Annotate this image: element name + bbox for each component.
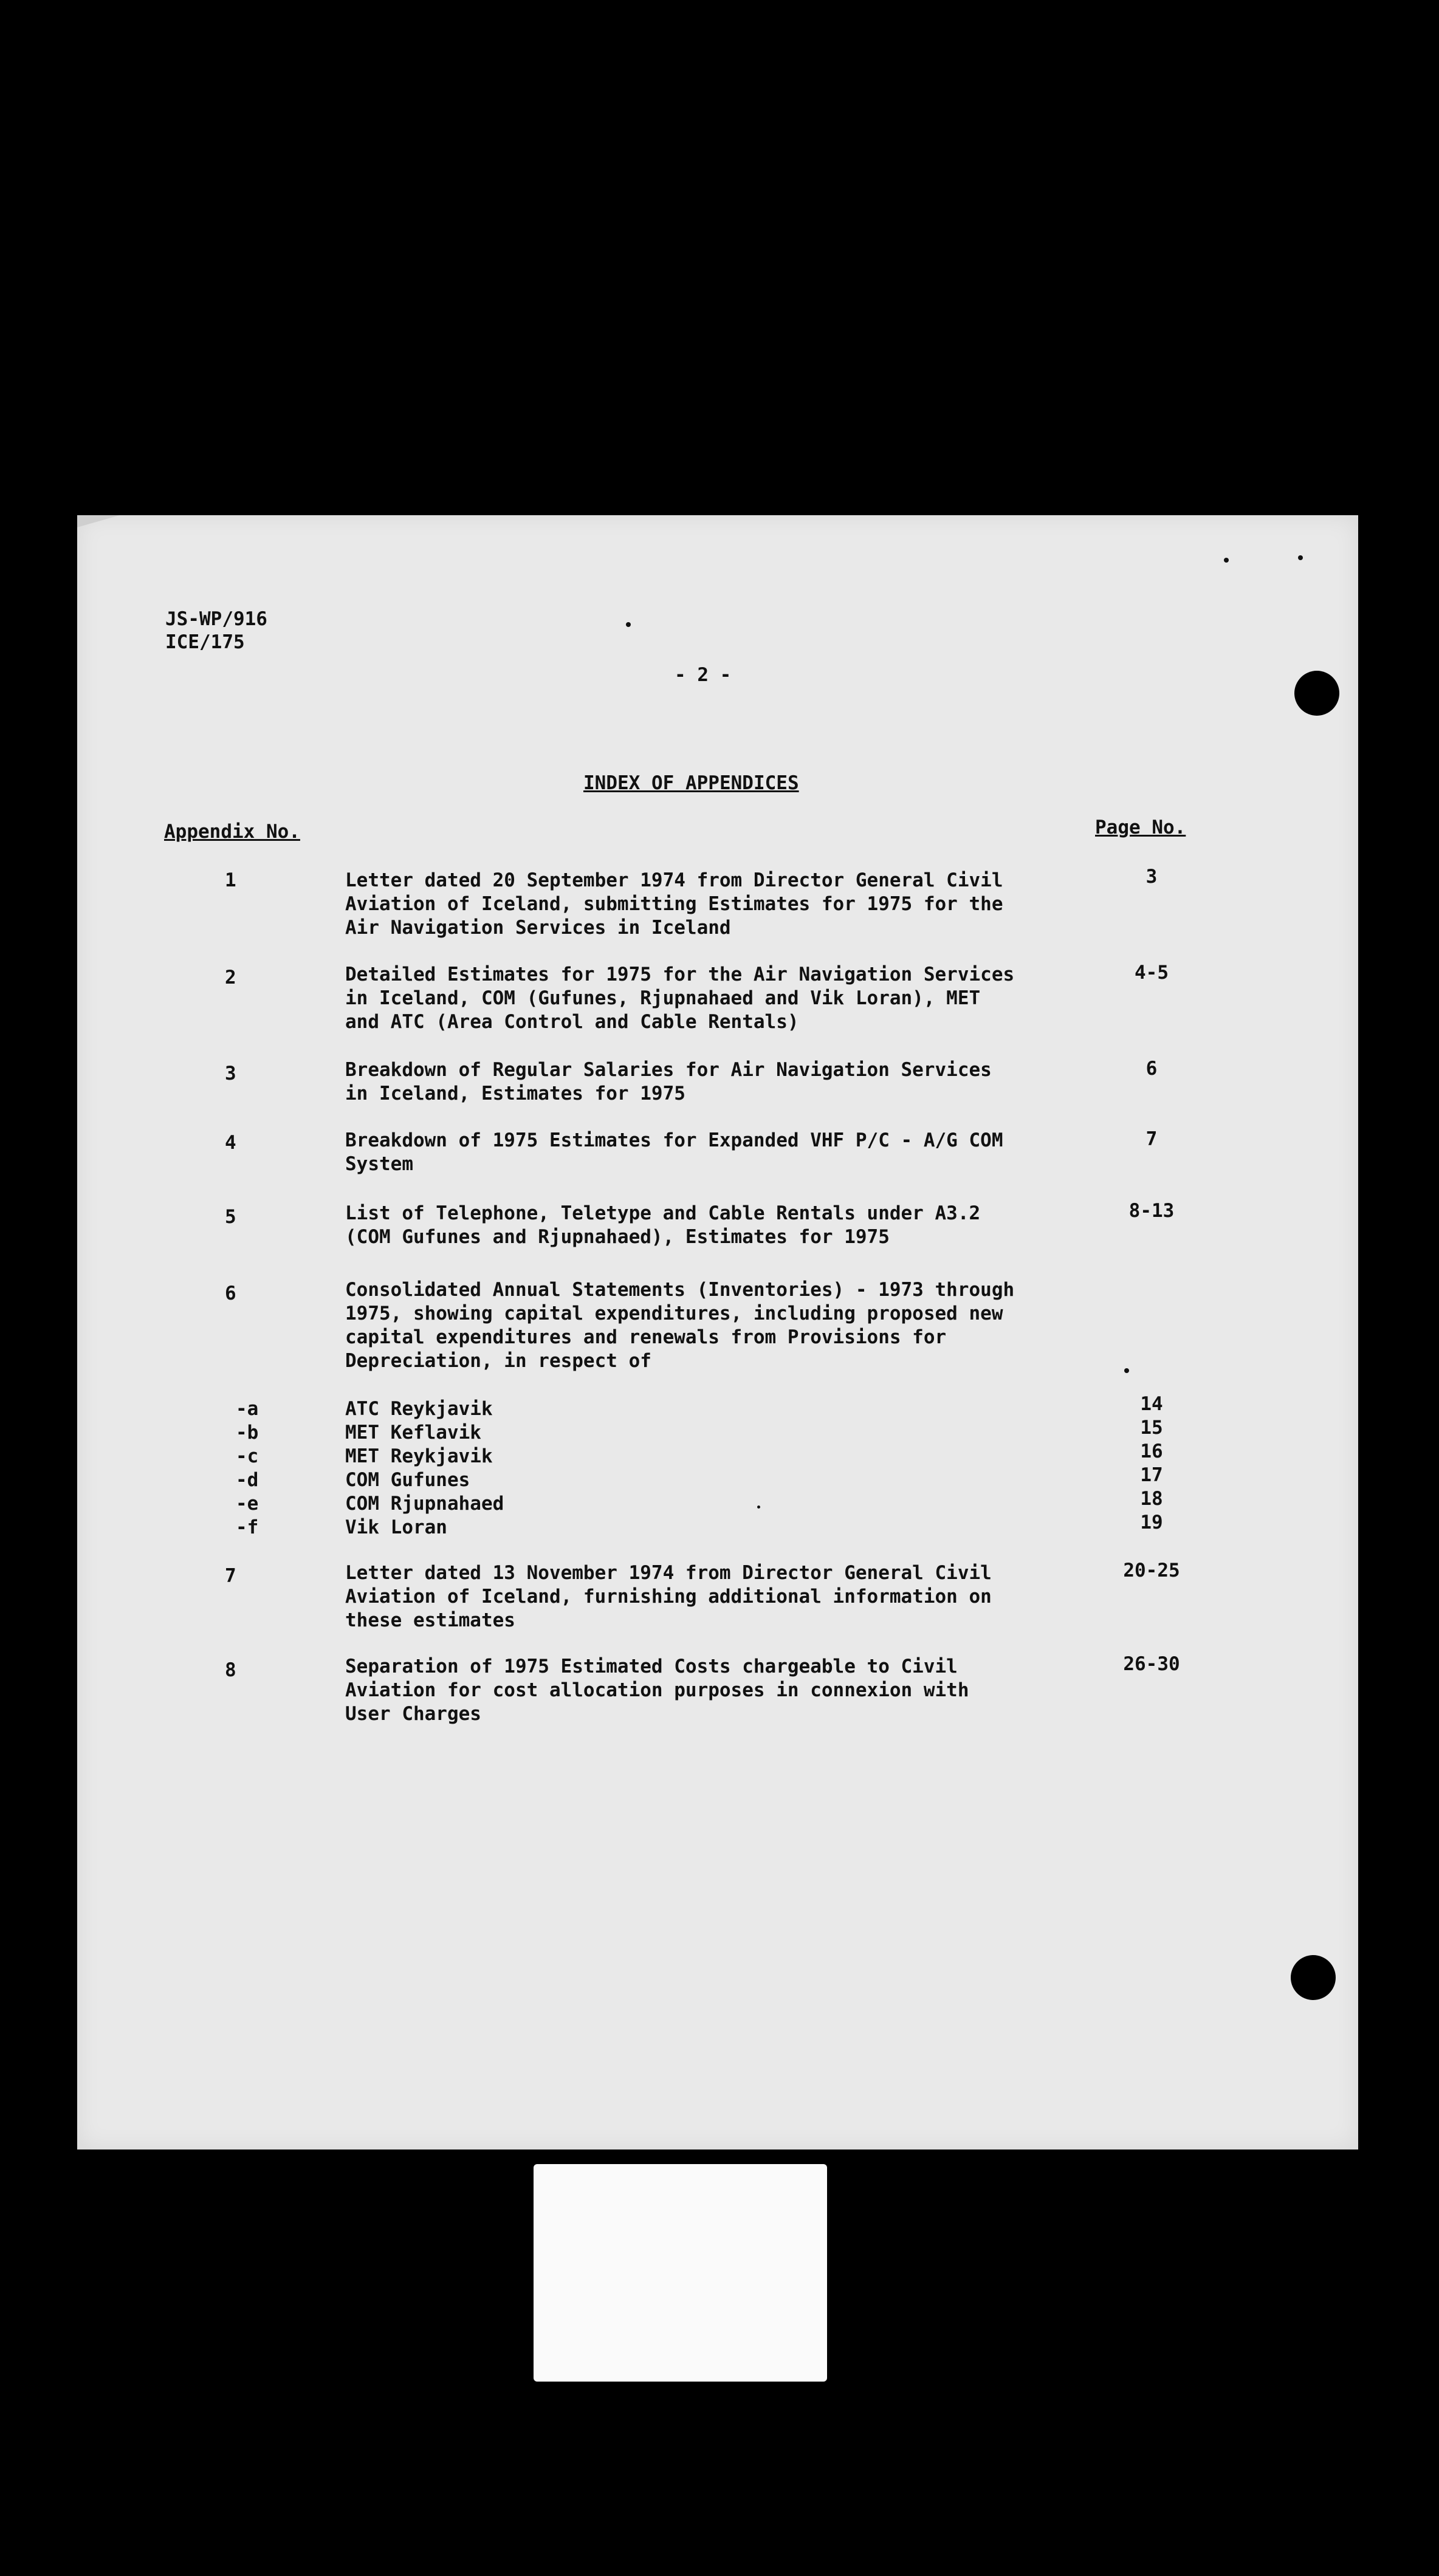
appendix-page: 14 <box>1140 1393 1163 1415</box>
appendix-page: 18 <box>1140 1488 1163 1510</box>
appendix-description: Separation of 1975 Estimated Costs chargeable to Civil Aviation for cost allocation purposes in connexion with User Charges <box>345 1656 969 1725</box>
appendix-description: Breakdown of Regular Salaries for Air Navigation Services in Iceland, Estimates for 1975 <box>345 1059 992 1105</box>
punch-hole-bottom <box>1291 1955 1336 2000</box>
blank-label-card <box>534 2164 827 2382</box>
appendix-page: 26-30 <box>1123 1653 1180 1675</box>
appendix-number: 6 <box>225 1283 236 1304</box>
appendix-number: 1 <box>225 869 236 891</box>
speck <box>1124 1368 1129 1373</box>
column-header-page: Page No. <box>1095 817 1186 838</box>
speck <box>1224 558 1229 563</box>
appendix-description: COM Gufunes <box>345 1469 470 1491</box>
column-header-appendix: Appendix No. <box>164 821 300 843</box>
appendix-subnumber: -a <box>236 1398 259 1420</box>
appendix-description: Letter dated 20 September 1974 from Director General Civil Aviation of Iceland, submitting Estimates for 1975 for the Air Navigation Services in Iceland <box>345 869 1003 939</box>
punch-hole-top <box>1294 671 1339 716</box>
document-reference: JS-WP/916 <box>165 608 267 630</box>
appendix-page: 15 <box>1140 1417 1163 1439</box>
appendix-subnumber: -e <box>236 1493 259 1515</box>
appendix-number: 3 <box>225 1063 236 1084</box>
appendix-number: 8 <box>225 1659 236 1681</box>
appendix-description: List of Telephone, Teletype and Cable Rentals under A3.2 (COM Gufunes and Rjupnahaed), Estimates for 1975 <box>345 1202 981 1248</box>
appendix-description: MET Keflavik <box>345 1422 481 1444</box>
appendix-description: ATC Reykjavik <box>345 1398 493 1420</box>
appendix-description: Breakdown of 1975 Estimates for Expanded VHF P/C - A/G COM System <box>345 1129 1003 1175</box>
appendix-page: 8-13 <box>1128 1200 1175 1222</box>
speck <box>1298 555 1303 560</box>
appendix-description: Vik Loran <box>345 1516 447 1538</box>
appendix-description: MET Reykjavik <box>345 1445 493 1467</box>
appendix-subnumber: -f <box>236 1516 259 1538</box>
appendix-description: Letter dated 13 November 1974 from Director General Civil Aviation of Iceland, furnishing additional information on these estimates <box>345 1562 992 1631</box>
appendix-page: 19 <box>1140 1512 1163 1533</box>
appendix-page: 20-25 <box>1123 1560 1180 1581</box>
appendix-number: 5 <box>225 1206 236 1228</box>
appendix-number: 4 <box>225 1132 236 1154</box>
appendix-description: Detailed Estimates for 1975 for the Air Navigation Services in Iceland, COM (Gufunes, Rjupnahaed and Vik Loran), MET and ATC (Area Control and Cable Rentals) <box>345 964 1015 1033</box>
page-number: - 2 - <box>675 664 732 686</box>
appendix-description: COM Rjupnahaed <box>345 1493 504 1515</box>
index-title: INDEX OF APPENDICES <box>583 772 799 794</box>
appendix-page: 6 <box>1145 1058 1158 1080</box>
document-reference-2: ICE/175 <box>165 631 245 653</box>
appendix-subnumber: -d <box>236 1469 259 1491</box>
appendix-subnumber: -b <box>236 1422 259 1444</box>
appendix-page: 4-5 <box>1135 962 1169 984</box>
speck <box>757 1506 760 1509</box>
appendix-description: Consolidated Annual Statements (Inventories) - 1973 through 1975, showing capital expenditures, including proposed new capital expenditures and renewals from Provisions for Depreciation, in respect of <box>345 1279 1015 1372</box>
appendix-number: 7 <box>225 1565 236 1587</box>
appendix-page: 7 <box>1145 1128 1158 1150</box>
appendix-subnumber: -c <box>236 1445 259 1467</box>
appendix-number: 2 <box>225 967 236 988</box>
appendix-page: 16 <box>1140 1440 1163 1462</box>
appendix-page: 17 <box>1140 1464 1163 1486</box>
appendix-page: 3 <box>1145 866 1158 888</box>
speck <box>626 622 631 627</box>
